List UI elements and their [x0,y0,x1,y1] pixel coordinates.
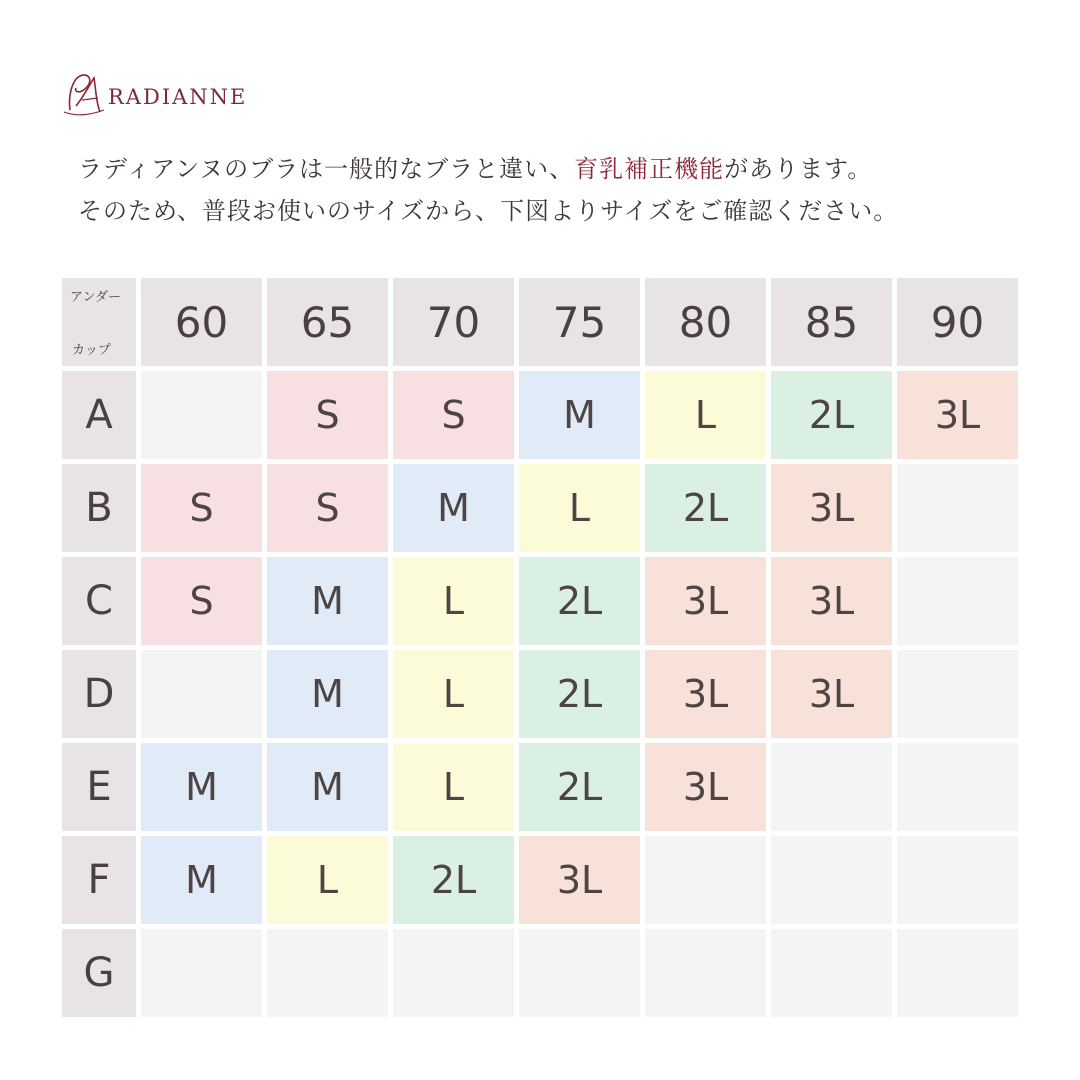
row-header-cup-e: E [62,743,136,831]
size-cell [771,929,892,1017]
table-corner-header [62,278,136,366]
size-cell: 2L [519,557,640,645]
size-cell: S [393,371,514,459]
size-cell: 3L [645,743,766,831]
size-cell: L [645,371,766,459]
size-cell: 3L [771,557,892,645]
size-cell: 3L [519,836,640,924]
size-cell [897,650,1018,738]
corner-under-label: アンダー [70,290,121,305]
size-cell: M [267,743,388,831]
size-cell [897,743,1018,831]
size-cell: M [141,743,262,831]
column-header-90: 90 [897,278,1018,366]
size-cell [771,836,892,924]
intro-line-1-start: ラディアンヌのブラは一般的なブラと違い、 [78,155,575,183]
size-cell [141,929,262,1017]
intro-highlight: 育乳補正機能 [574,155,725,183]
size-cell [267,929,388,1017]
size-cell [897,557,1018,645]
size-cell: S [141,557,262,645]
size-cell [771,743,892,831]
size-cell [141,371,262,459]
intro-line-1-end: があります。 [724,155,873,183]
size-cell: L [393,557,514,645]
size-cell: L [393,650,514,738]
intro-line-2: そのため、普段お使いのサイズから、下図よりサイズをご確認ください。 [78,197,899,225]
row-header-cup-d: D [62,650,136,738]
size-cell: 2L [645,464,766,552]
size-cell [645,836,766,924]
size-cell [141,650,262,738]
brand-name: RADIANNE [108,85,248,109]
size-cell: L [393,743,514,831]
column-header-65: 65 [267,278,388,366]
column-header-80: 80 [645,278,766,366]
size-cell: 3L [771,464,892,552]
size-cell [897,464,1018,552]
size-cell: 3L [897,371,1018,459]
row-header-cup-a: A [62,371,136,459]
intro-line-1 [78,148,1038,190]
size-cell: M [393,464,514,552]
size-cell: L [267,836,388,924]
size-cell [393,929,514,1017]
corner-cup-label: カップ [72,343,111,358]
size-cell: S [267,464,388,552]
size-cell [645,929,766,1017]
row-header-cup-c: C [62,557,136,645]
brand-logo [60,66,247,122]
size-cell: 3L [645,557,766,645]
size-cell: 2L [519,650,640,738]
size-cell: M [267,650,388,738]
size-cell [897,836,1018,924]
size-cell: M [267,557,388,645]
size-cell: 2L [393,836,514,924]
size-cell [897,929,1018,1017]
size-cell: 2L [519,743,640,831]
size-cell: M [519,371,640,459]
size-cell: 3L [771,650,892,738]
size-cell: S [141,464,262,552]
size-cell: M [141,836,262,924]
row-header-cup-g: G [62,929,136,1017]
column-header-70: 70 [393,278,514,366]
size-cell: S [267,371,388,459]
column-header-75: 75 [519,278,640,366]
column-header-85: 85 [771,278,892,366]
size-chart-table [62,278,1018,1017]
row-header-cup-f: F [62,836,136,924]
size-cell: 2L [771,371,892,459]
size-cell: 3L [645,650,766,738]
column-header-60: 60 [141,278,262,366]
radianne-monogram-icon [60,66,108,122]
size-cell: L [519,464,640,552]
row-header-cup-b: B [62,464,136,552]
size-cell [519,929,640,1017]
intro-text [78,148,1038,232]
